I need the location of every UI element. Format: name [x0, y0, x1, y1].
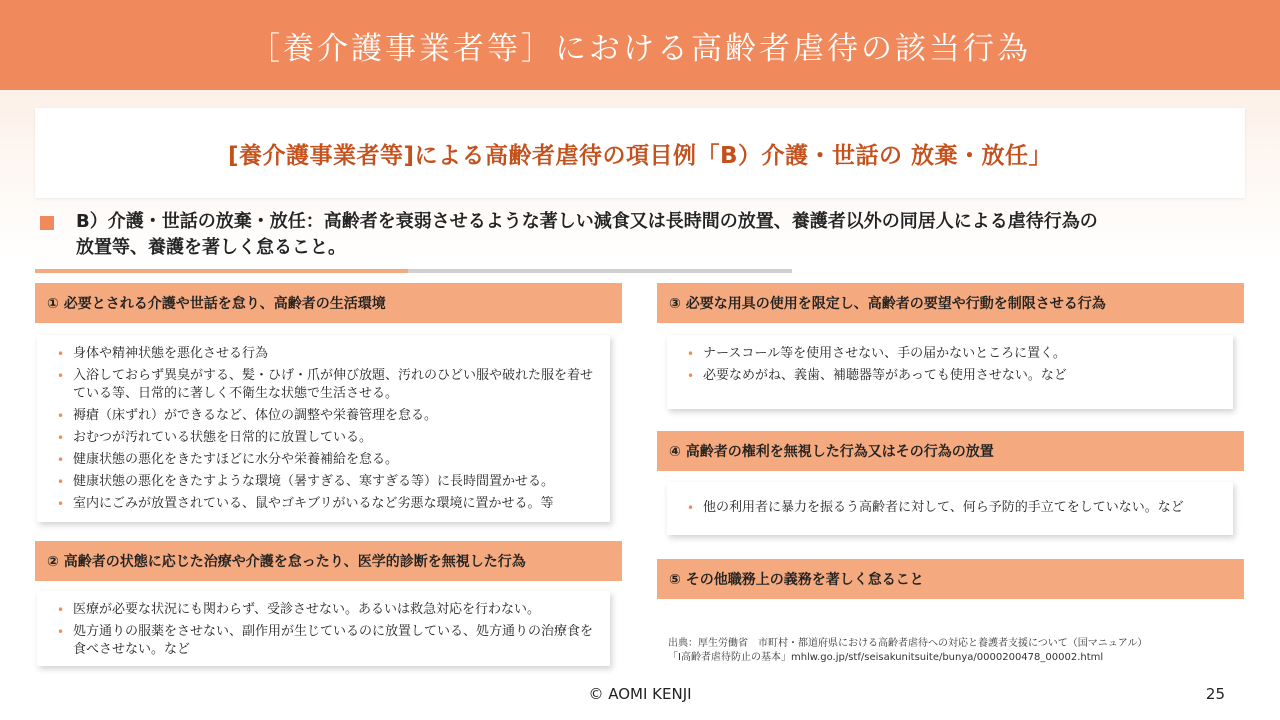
definition-line-2: 放置等、養護を著しく怠ること。: [76, 237, 346, 258]
copyright: © AOMI KENJI: [588, 685, 692, 703]
section-1-card: [37, 335, 610, 522]
list-item: • 健康状態の悪化をきたすほどに水分や栄養補給を怠る。: [57, 451, 596, 469]
list-item: • ナースコール等を使用させない、手の届かないところに置く。: [687, 345, 1219, 363]
section-2-card: [37, 591, 610, 666]
square-bullet-icon: [40, 216, 54, 230]
list-item: • 入浴しておらず異臭がする、髪・ひげ・爪が伸び放題、汚れのひどい服や破れた服を着せている等、日常的に著しく不衛生な状態で生活させる。: [57, 367, 596, 403]
section-2-title: ② 高齢者の状態に応じた治療や介護を怠ったり、医学的診断を無視した行為: [47, 554, 526, 570]
list-item: • 褥瘡（床ずれ）ができるなど、体位の調整や栄養管理を怠る。: [57, 407, 596, 425]
section-4-title: ④ 高齢者の権利を無視した行為又はその行為の放置: [669, 444, 994, 460]
section-3-header: [657, 283, 1244, 323]
source-line-1: 出典：厚生労働省 市町村・都道府県における高齢者虐待への対応と養護者支援について（国マニュアル）: [668, 638, 1148, 649]
definition-line-1: B）介護・世話の放棄・放任：高齢者を衰弱させるような著しい減食又は長時間の放置、養護者以外の同居人による虐待行為の: [76, 211, 1098, 232]
source-line-2: 「Ⅰ高齢者虐待防止の基本」mhlw.go.jp/stf/seisakunitsuite/bunya/0000200478_00002.html: [668, 652, 1104, 663]
list-item: • 必要なめがね、義歯、補聴器等があっても使用させない。など: [687, 367, 1219, 385]
list-item: • 身体や精神状態を悪化させる行為: [57, 345, 596, 363]
page-number: 25: [1205, 685, 1225, 703]
section-5-header: [657, 559, 1244, 599]
section-4-card: [667, 482, 1233, 535]
section-2-list: [57, 601, 596, 659]
section-3-card: [667, 335, 1233, 409]
section-4-header: [657, 431, 1244, 471]
section-1-title: ① 必要とされる介護や世話を怠り、高齢者の生活環境: [47, 296, 386, 312]
subtitle: [養介護事業者等]による高齢者虐待の項目例「B）介護・世話の 放棄・放任」: [227, 142, 1053, 169]
section-1-list: [57, 345, 596, 513]
section-2-header: [35, 541, 622, 581]
title-banner: [0, 0, 1280, 90]
source-citation: [668, 637, 1258, 665]
definition: [40, 209, 1250, 261]
page-title: ［養介護事業者等］における高齢者虐待の該当行為: [249, 30, 1031, 67]
section-3-title: ③ 必要な用具の使用を限定し、高齢者の要望や行動を制限させる行為: [669, 296, 1106, 312]
list-item: • 健康状態の悪化をきたすような環境（暑すぎる、寒すぎる等）に長時間置かせる。: [57, 473, 596, 491]
definition-text: [76, 209, 1098, 261]
divider: [35, 269, 792, 273]
section-3-list: [687, 345, 1219, 385]
section-5-title: ⑤ その他職務上の義務を著しく怠ること: [669, 572, 924, 588]
section-4-list: [687, 499, 1219, 517]
list-item: • おむつが汚れている状態を日常的に放置している。: [57, 429, 596, 447]
list-item: • 室内にごみが放置されている、鼠やゴキブリがいるなど劣悪な環境に置かせる。等: [57, 495, 596, 513]
list-item: • 医療が必要な状況にも関わらず、受診させない。あるいは救急対応を行わない。: [57, 601, 596, 619]
subtitle-box: [35, 108, 1245, 198]
divider-accent: [35, 269, 408, 273]
list-item: • 他の利用者に暴力を振るう高齢者に対して、何ら予防的手立てをしていない。など: [687, 499, 1219, 517]
list-item: • 処方通りの服薬をさせない、副作用が生じているのに放置している、処方通りの治療食を食べさせない。など: [57, 623, 596, 659]
section-1-header: [35, 283, 622, 323]
